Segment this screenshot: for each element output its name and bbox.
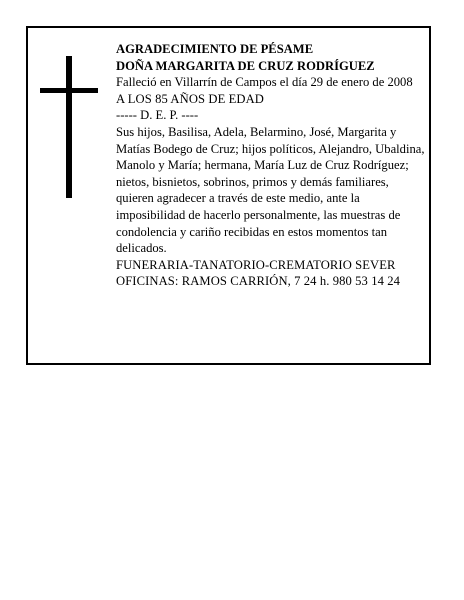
obituary-notice	[26, 26, 431, 365]
rip-line: ----- D. E. P. ----	[116, 108, 199, 123]
notice-text	[116, 41, 428, 290]
cross-vertical-bar	[66, 56, 72, 198]
office-info: OFICINAS: RAMOS CARRIÓN, 7 24 h. 980 53 14 24	[116, 274, 401, 289]
cross-horizontal-bar	[40, 88, 98, 93]
latin-cross-icon	[40, 56, 98, 198]
notice-body: Sus hijos, Basilisa, Adela, Belarmino, José, Margarita y Matías Bodego de Cruz; hijos políticos, Alejandro, Ubaldina, Manolo y María; hermana, María Luz de Cruz Rodríguez; nietos, bisnietos, sobrinos, primos y demás familiares, quieren agradecer a través de este medio, ante la imposibilidad de hacerlo personalmente, las muestras de condolencia y cariño recibidas en estos momentos tan delicados.	[116, 124, 425, 256]
age-line: A LOS 85 AÑOS DE EDAD	[116, 91, 264, 106]
death-info: Falleció en Villarrín de Campos el día 29 de enero de 2008	[116, 75, 413, 90]
deceased-name: DOÑA MARGARITA DE CRUZ RODRÍGUEZ	[116, 58, 375, 73]
funeral-home: FUNERARIA-TANATORIO-CREMATORIO SEVER	[116, 257, 396, 272]
notice-heading: AGRADECIMIENTO DE PÉSAME	[116, 42, 314, 56]
